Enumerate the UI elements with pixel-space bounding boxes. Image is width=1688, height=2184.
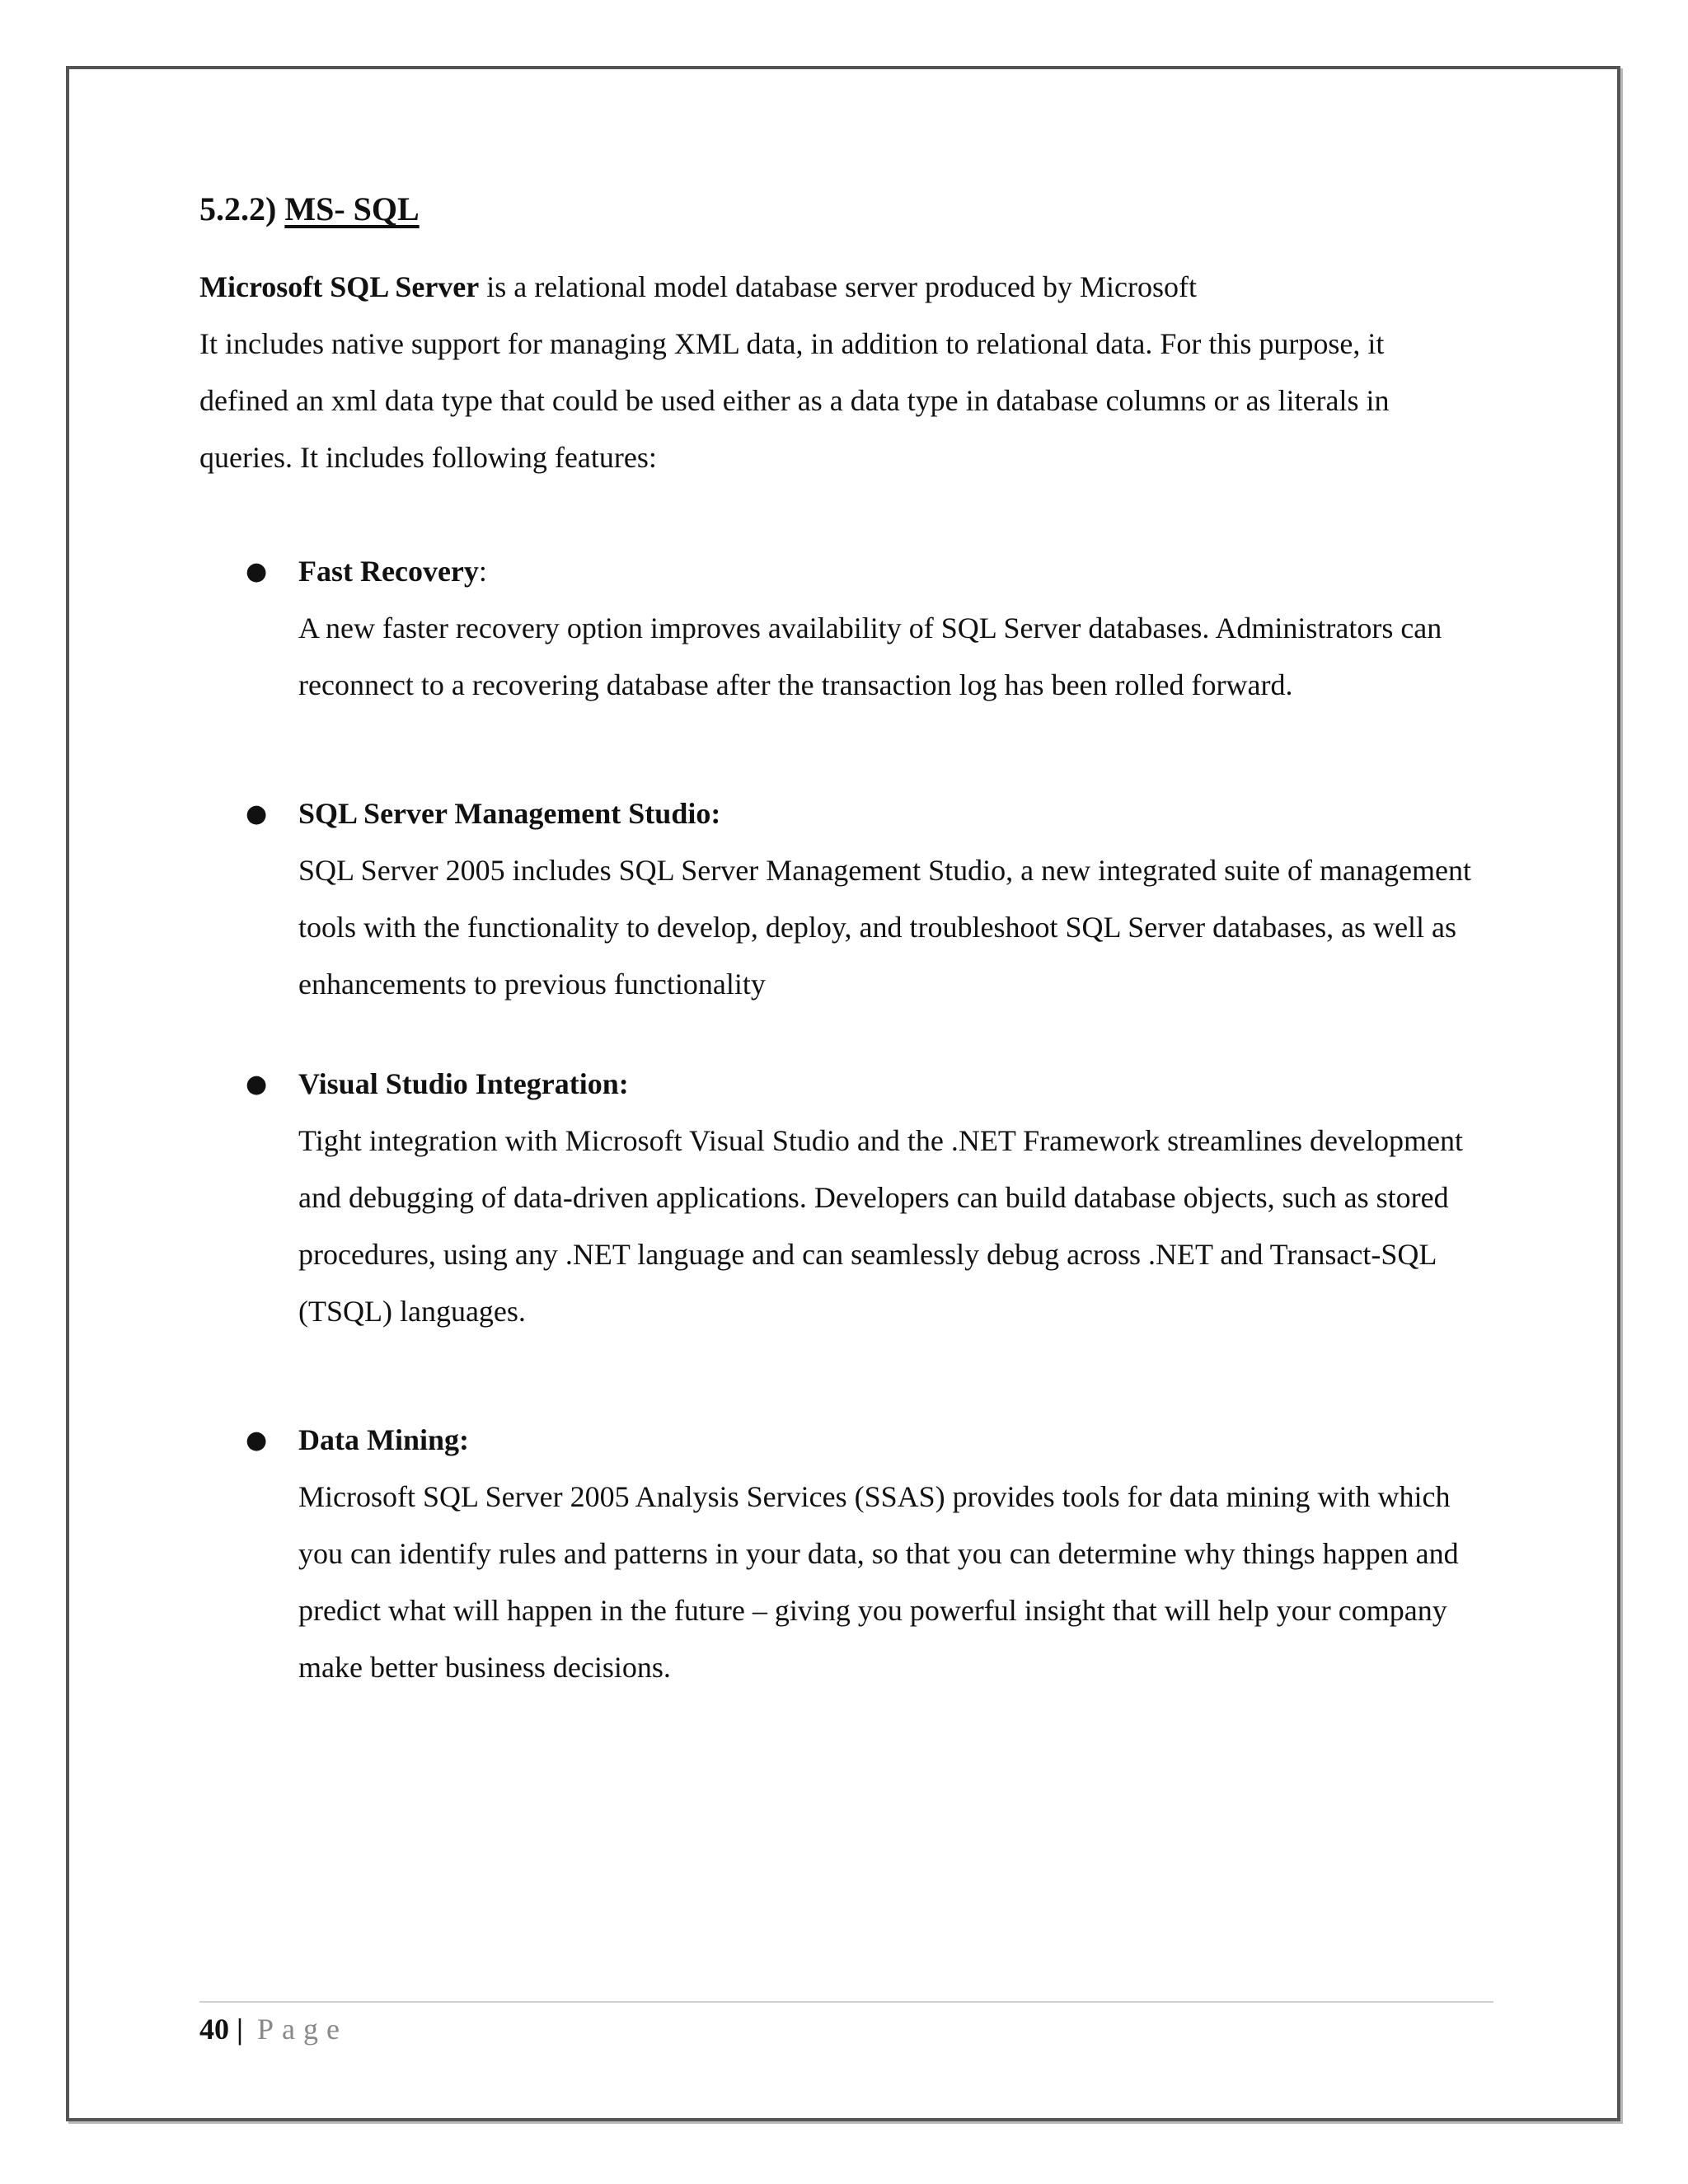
feature-item — [199, 543, 1485, 714]
bullet-icon: ● — [246, 1426, 268, 1455]
bullet-icon: ● — [246, 1070, 268, 1099]
feature-body: A new faster recovery option improves availability of SQL Server databases. Administrators can reconnect to a recovering database after the transaction log has been rolled forward. — [298, 612, 1442, 701]
footer-separator: | — [237, 2013, 243, 2046]
page-number: 40 — [199, 2013, 229, 2046]
feature-list — [199, 543, 1485, 1696]
section-heading — [199, 190, 1485, 229]
intro-paragraph — [199, 259, 1469, 486]
bullet-icon: ● — [246, 557, 268, 586]
bullet-icon: ● — [246, 799, 268, 828]
feature-title: SQL Server Management Studio: — [298, 797, 721, 830]
feature-item — [199, 785, 1485, 1013]
intro-line2: It includes native support for managing XML data, in addition to relational data. For this purpose, it defined an xml data type that could be used either as a data type in database columns or as literals in queries. It includes following features: — [199, 327, 1390, 474]
section-title: MS- SQL — [284, 190, 420, 227]
intro-bold-lead: Microsoft SQL Server — [199, 270, 480, 303]
document-body — [199, 190, 1485, 1696]
feature-body: Microsoft SQL Server 2005 Analysis Services (SSAS) provides tools for data mining with which you can identify rules and patterns in your data, so that you can determine why things happen and predict what will happen in the future – giving you powerful insight that will help your company make better business decisions. — [298, 1480, 1459, 1684]
section-number: 5.2.2) — [199, 190, 277, 227]
feature-body: Tight integration with Microsoft Visual Studio and the .NET Framework streamlines development and debugging of data-driven applications. Developers can build database objects, such as stored procedures, using any .NET language and can seamlessly debug across .NET and Transact-SQL (TSQL) languages. — [298, 1124, 1463, 1328]
page-label: Page — [256, 2013, 348, 2046]
intro-line1: is a relational model database server produced by Microsoft — [479, 270, 1197, 303]
page-footer — [199, 2001, 1493, 2049]
feature-title: Fast Recovery: — [298, 555, 487, 588]
feature-title: Data Mining: — [298, 1423, 469, 1456]
feature-title: Visual Studio Integration: — [298, 1067, 629, 1100]
feature-body: SQL Server 2005 includes SQL Server Management Studio, a new integrated suite of management tools with the functionality to develop, deploy, and troubleshoot SQL Server databases, as well as enhancements to previous functionality — [298, 854, 1471, 1001]
feature-item — [199, 1412, 1485, 1696]
feature-item — [199, 1056, 1485, 1340]
